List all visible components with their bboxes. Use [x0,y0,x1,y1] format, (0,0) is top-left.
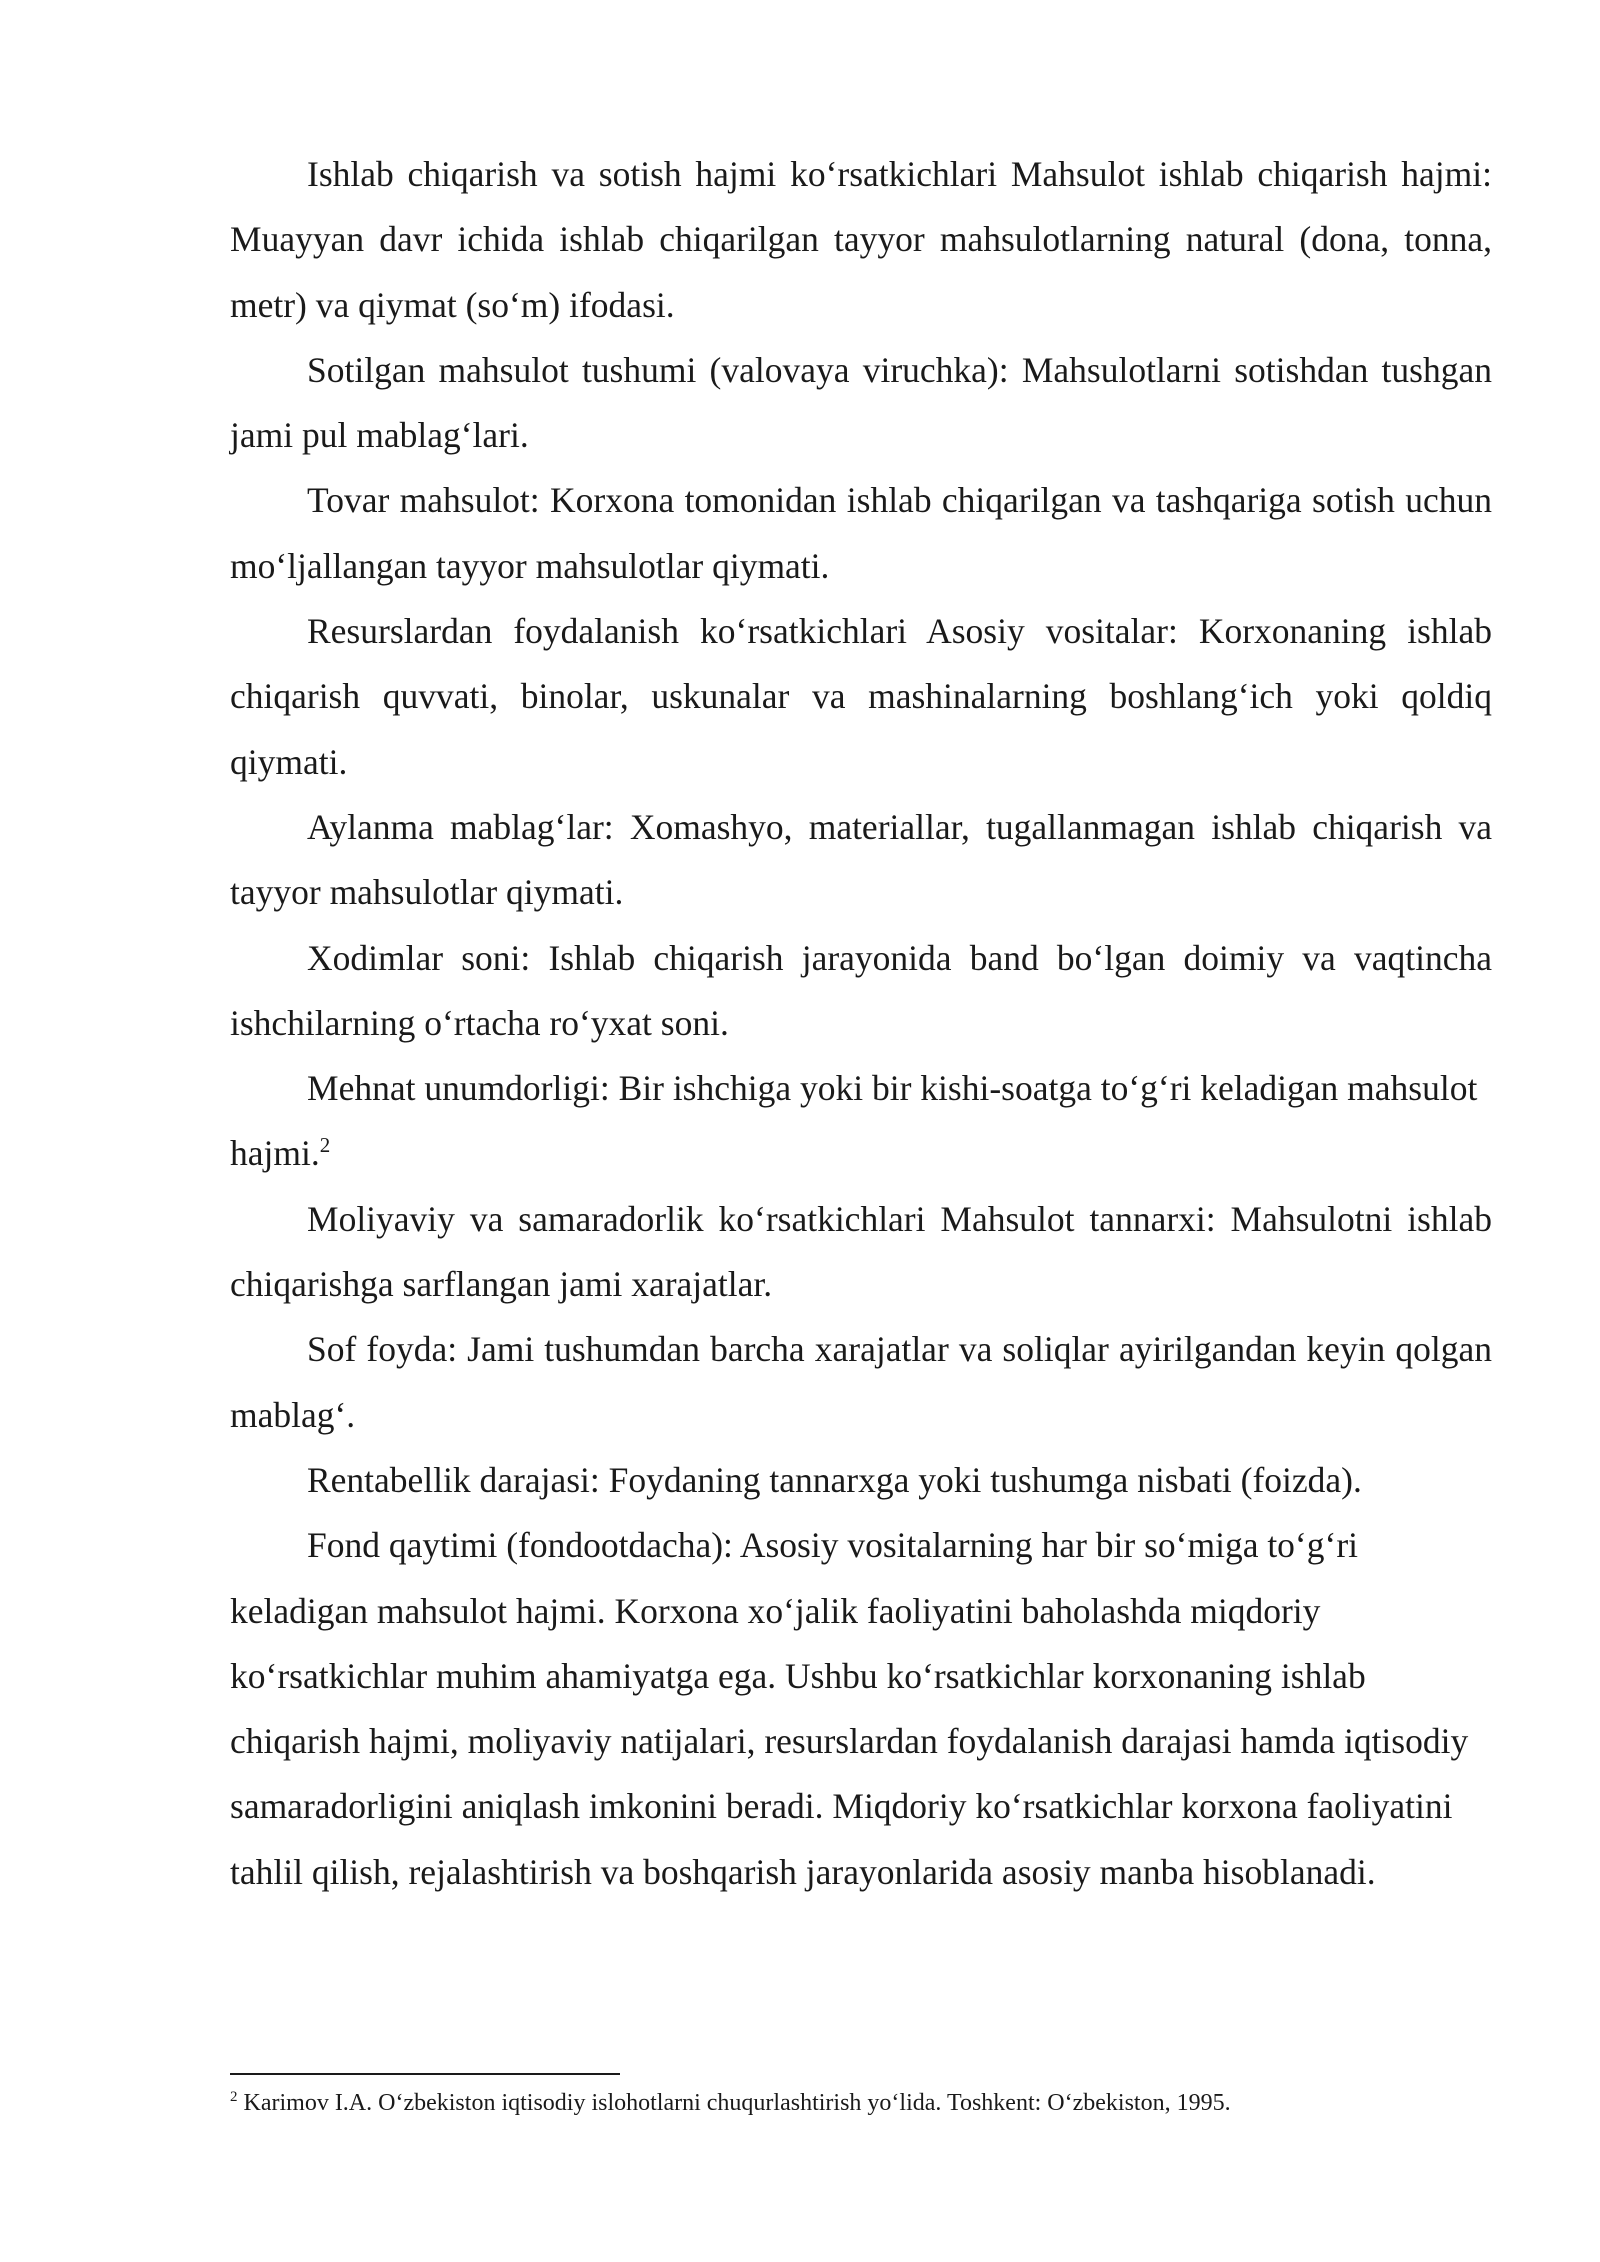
paragraph-fixed-assets: Resurslardan foydalanish ko‘rsatkichlari Asosiy vositalar: Korxonaning ishlab chiqarish quvvati, binolar, uskunalar va mashinalarning boshlang‘ich yoki qoldiq qiymati. [230,611,1492,782]
paragraph-headcount: Xodimlar soni: Ishlab chiqarish jarayonida band bo‘lgan doimiy va vaqtincha ishchilarning o‘rtacha ro‘yxat soni. [230,937,1492,1043]
footnote-reference[interactable]: 2 [319,1133,331,1158]
paragraph-labor-productivity [230,1056,1492,1187]
paragraph-working-capital: Aylanma mablag‘lar: Xomashyo, materiallar, tugallanmagan ishlab chiqarish va tayyor mahsulotlar qiymati. [230,806,1492,913]
footnote-separator [230,2073,620,2075]
paragraph-profitability: Rentabellik darajasi: Foydaning tannarxga yoki tushumga nisbati (foizda). [307,1459,1362,1500]
paragraph-labor-productivity-text: Mehnat unumdorligi: Bir ishchiga yoki bir kishi-soatga to‘g‘ri keladigan mahsulot hajmi. [230,1068,1478,1174]
footnote-mark: 2 [230,2089,238,2105]
footnote [230,2086,1492,2120]
paragraph-cost-price: Moliyaviy va samaradorlik ko‘rsatkichlari Mahsulot tannarxi: Mahsulotni ishlab chiqarishga sarflangan jami xarajatlar. [230,1198,1492,1305]
document-body [230,142,1492,1905]
paragraph-sales-revenue: Sotilgan mahsulot tushumi (valovaya viruchka): Mahsulotlarni sotishdan tushgan jami pul mablag‘lari. [230,349,1492,456]
paragraph-commodity-output: Tovar mahsulot: Korxona tomonidan ishlab chiqarilgan va tashqariga sotish uchun mo‘ljallangan tayyor mahsulotlar qiymati. [230,480,1492,586]
paragraph-capital-productivity: Fond qaytimi (fondootdacha): Asosiy vositalarning har bir so‘miga to‘g‘ri keladigan mahsulot hajmi. Korxona xo‘jalik faoliyatini baholashda miqdoriy ko‘rsatkichlar muhim ahamiyatga ega. Ushbu ko‘rsatkichlar korxonaning ishlab chiqarish hajmi, moliyaviy natijalari, resurslardan foydalanish darajasi hamda iqtisodiy samaradorligini aniqlash imkonini beradi. Miqdoriy ko‘rsatkichlar korxona faoliyatini tahlil qilish, rejalashtirish va boshqarish jarayonlarida asosiy manba hisoblanadi. [230,1525,1469,1892]
footnote-text: Karimov I.A. O‘zbekiston iqtisodiy islohotlarni chuqurlashtirish yo‘lida. Toshkent: O‘zbekiston, 1995. [237,2090,1231,2116]
paragraph-net-profit: Sof foyda: Jami tushumdan barcha xarajatlar va soliqlar ayirilgandan keyin qolgan mablag‘. [230,1329,1492,1435]
paragraph-production-volume: Ishlab chiqarish va sotish hajmi ko‘rsatkichlari Mahsulot ishlab chiqarish hajmi: Muayyan davr ichida ishlab chiqarilgan tayyor mahsulotlarning natural (dona, tonna, metr) va qiymat (so‘m) ifodasi. [230,154,1492,325]
